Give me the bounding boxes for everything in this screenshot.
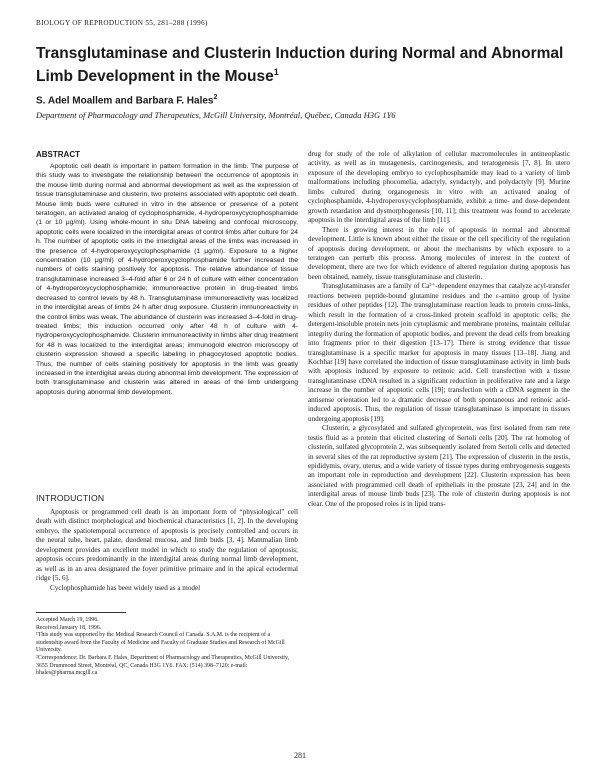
article-title	[36, 44, 576, 86]
intro-paragraph: Cyclophosphamide has been widely used as a model	[50, 583, 201, 592]
abstract-heading: ABSTRACT	[36, 150, 80, 159]
introduction-body	[36, 508, 298, 593]
author-names: S. Adel Moallem and Barbara F. Hales	[36, 95, 214, 107]
footnote-funding: ¹This study was supported by the Medical Research Council of Canada. S.A.M. is the recipient of a studentship award from the Faculty of Medicine and Faculty of Graduate Studies and Research of McGill University.	[36, 632, 285, 654]
footnotes	[36, 617, 298, 678]
author-list	[36, 94, 217, 106]
abstract-text: Apoptotic cell death is important in pattern formation in the limb. The purpose of this study was to investigate the relationship between the occurrence of apoptosis in the mouse limb during normal and abnormal development as well as the expression of tissue transglutaminase and clusterin, two proteins associated with apoptotic cell death. Mouse limb buds were cultured in vitro in the absence or presence of a potent teratogen, an activated analog of cyclophosphamide, 4-hydroperoxycyclophosphamide (1 or 10 μg/ml). Using whole-mount in situ DNA labeling and confocal microscopy, apoptotic cells were localized in the interdigital areas of control limbs after culture for 24 h. The number of apoptotic cells in the interdigital areas of the limbs was increased in the presence of 4-hydroperoxycyclophosphamide (1 μg/ml). Exposure to a higher concentration (10 μg/ml) of 4-hydroperoxycyclophosphamide further increased the numbers of cells staining positively for apoptosis. The relative abundance of tissue transglutaminase increased 3–4-fold after 6 or 24 h of culture with either concentration of 4-hydroperoxycyclophosphamide; immunoreactive protein in drug-treated limbs decreased to control levels by 48 h. Transglutaminase immunoreactivity was localized in the interdigital areas of limbs 24 h after drug exposure. Clusterin immunoreactivity in the control limbs was weak. The abundance of clusterin was increased 3–4-fold in drug-treated limbs; this induction occurred only after 48 h of culture with 4-hydroperoxycyclophosphamide. Clusterin immunoreactivity in limbs after drug treatment for 48 h was localized to the interdigital areas; immunogold electron microscopy of clusterin expression showed a specific labeling in phagocytosed apoptotic bodies. Thus, the number of cells staining positively for apoptosis in the limb was greatly increased in the interdigital areas during abnormal limb development. The expression of both transglutaminase and clusterin was altered in areas of the limb undergoing apoptosis during abnormal limb development.	[36, 163, 298, 396]
page-number: 281	[294, 751, 306, 760]
introduction-heading: INTRODUCTION	[36, 493, 105, 503]
journal-header: BIOLOGY OF REPRODUCTION 55, 281–288 (1996)	[36, 19, 208, 27]
affiliation: Department of Pharmacology and Therapeutics, McGill University, Montréal, Québec, Canada H3G 1Y6	[36, 110, 396, 120]
footnote-correspondence: ²Correspondence: Dr. Barbara F. Hales, Department of Pharmacology and Therapeutics, McGill University, 3655 Drummond Street, Montréal, QC, Canada H3G 1Y6. FAX: (514) 398–7120; e-mail: bhales@pharma.mcgill.ca	[36, 654, 290, 677]
body-paragraph: Transglutaminases are a family of Ca²⁺-dependent enzymes that catalyze acyl-transfer reactions between peptide-bound glutamine residues and the ε-amino group of lysine residues of other peptides [12]. The transglutaminase reaction leads to protein cross-links, which result in the formation of a cross-linked protein scaffold in apoptotic cells; the detergent-insoluble protein nets join cytoplasmic and membrane proteins, maintain cellular integrity during the formation of apoptotic bodies, and prevent the dead cells from breaking into fragments prior to their digestion [13–17]. There is strong evidence that tissue transglutaminase is a specific marker for apoptosis in many tissues [13–18]. Jiang and Kochhar [19] have correlated the induction of tissue transglutaminase activity in limb buds with apoptosis induced by exposure to retinoic acid. Cell transfection with a tissue transglutaminase cDNA resulted in a significant reduction in proliferative rate and a large increase in the number of apoptotic cells [19]; transfection with a cDNA segment in the antisense orientation led to a dramatic decrease of both spontaneous and retinoic acid-induced apoptosis. Thus, the regulation of tissue transglutaminase is important in tissues undergoing apoptosis [19].	[308, 282, 570, 423]
body-paragraph: There is growing interest in the role of apoptosis in normal and abnormal development. Little is known about either the tissue or the cell specificity of the regulation of apoptosis during development, or about the mechanisms by which exposure to a teratogen can perturb this process. Among molecules of interest in the context of development, there are two for which evidence of altered regulation during apoptosis has been obtained, namely, tissue transglutaminase and clusterin.	[308, 225, 570, 281]
abstract-body	[36, 162, 298, 397]
right-column-body	[308, 150, 570, 509]
footnote-accepted: Accepted March 19, 1996.	[36, 617, 99, 623]
body-paragraph: drug for study of the role of alkylation of cellular macromolecules in antineoplastic activity, as well as in mutagenesis, carcinogenesis, and teratogenesis [7, 8]. In utero exposure of the developing embryo to cyclophosphamide may lead to a variety of limb malformations including phocomelia, adactyly, syndactyly, and polydactyly [9]. Murine limbs cultured during organogenesis in vitro with an activated analog of cyclophosphamide, 4-hydroperoxycyclophosphamide, exhibit a time- and dose-dependent growth retardation and dysmorphogenesis [10, 11]; this treatment was found to accelerate apoptosis in the interdigital areas of the limb [11].	[308, 150, 570, 225]
footnote-divider	[36, 612, 126, 613]
title-footnote-mark: 1	[273, 67, 279, 77]
author-footnote-mark: 2	[213, 94, 218, 101]
footnote-received: Received January 18, 1996.	[36, 624, 102, 631]
article-title-text: Transglutaminase and Clusterin Induction during Normal and Abnormal Limb Development in the Mouse	[36, 45, 564, 86]
body-paragraph: Clusterin, a glycosylated and sulfated glycoprotein, was first isolated from ram rete testis fluid as a protein that elicited clustering of Sertoli cells [20]. The rat homolog of clusterin, sulfated glycoprotein 2, was subsequently isolated from Sertoli cells and detected in several sites of the rat reproductive system [21]. The expression of clusterin in the testis, epididymis, ovary, uterus, and a wide variety of tissue types during embryogenesis suggests an important role in reproduction and development [22]. Clusterin expression has been associated with programmed cell death of epithelials in the prostate [23, 24] and in the interdigital areas of mouse limb buds [23]. The role of clusterin during apoptosis is not clear. One of the proposed roles is in lipid trans-	[308, 424, 570, 508]
intro-paragraph: Apoptosis or programmed cell death is an important form of “physiological” cell death with distinct morphological and biochemical characteristics [1, 2]. In the developing embryo, the spatiotemporal occurrence of apoptosis is precisely controlled and occurs in the neural tube, heart, palate, duodenal mucosa, and limb buds [3, 4]. Mammalian limb development provides an excellent model in which to study the regulation of apoptosis; apoptosis occurs predominantly in the interdigital areas during normal limb development, as well as in an area designated the foyer primitive primaire and in the apical ectodermal ridge [5, 6].	[36, 508, 298, 583]
